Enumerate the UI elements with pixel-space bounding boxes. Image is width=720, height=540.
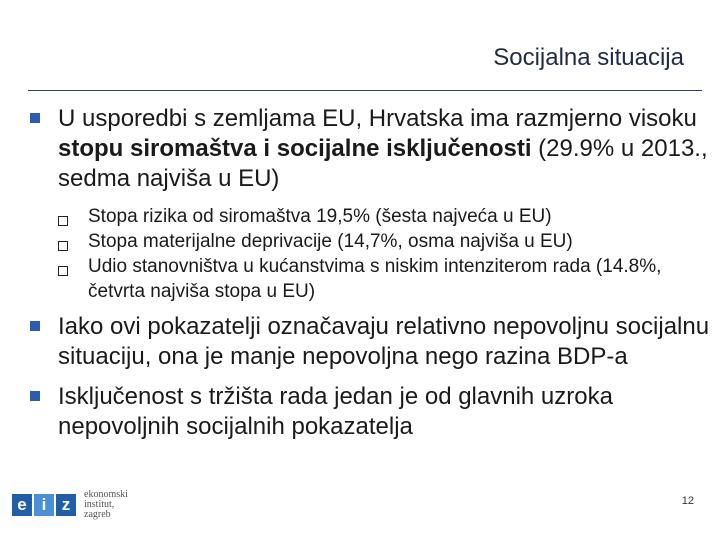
bullet-poverty-rate [22, 104, 712, 194]
logo-letter: z [56, 494, 76, 516]
slide-title: Socijalna situacija [493, 44, 684, 71]
bullet-labour-exclusion [22, 382, 712, 442]
eiz-logo [12, 490, 128, 520]
bullet-text-post: (29.9% u 2013., sedma najviša u EU) [58, 135, 708, 192]
sub-bullet-item [22, 254, 712, 304]
logo-line: zagreb [84, 509, 111, 520]
square-bullet-icon [30, 321, 41, 332]
logo-text [84, 490, 128, 520]
sub-bullet-item [22, 204, 712, 229]
checkbox-bullet-icon [58, 266, 68, 276]
page-number: 12 [681, 495, 694, 507]
bullet-text: Iako ovi pokazatelji označavaju relativno nepovoljnu socijalnu situaciju, ona je manje nepovoljna nego razina BDP-a [58, 313, 710, 370]
bullet-text: Isključenost s tržišta rada jedan je od glavnih uzroka nepovoljnih socijalnih pokazatelja [58, 383, 613, 440]
logo-letter: e [12, 494, 32, 516]
logo-letter: i [34, 494, 54, 516]
square-bullet-icon [30, 391, 41, 402]
bullet-text-pre: U usporedbi s zemljama EU, Hrvatska ima razmjerno visoku [58, 105, 697, 132]
sub-bullet-text: Stopa rizika od siromaštva 19,5% (šesta najveća u EU) [88, 206, 552, 227]
checkbox-bullet-icon [58, 241, 68, 251]
sub-bullet-list [22, 204, 712, 304]
checkbox-bullet-icon [58, 216, 68, 226]
title-divider [28, 90, 702, 91]
slide-content [22, 104, 712, 452]
bullet-relative-situation [22, 312, 712, 372]
sub-bullet-item [22, 229, 712, 254]
bullet-text-bold: stopu siromaštva i socijalne isključenosti [58, 135, 532, 162]
logo-line: institut, [84, 499, 115, 510]
sub-bullet-text: Udio stanovništva u kućanstvima s niskim intenziterom rada (14.8%, četvrta najviša stopa u EU) [88, 256, 662, 302]
sub-bullet-text: Stopa materijalne deprivacije (14,7%, osma najviša u EU) [88, 231, 573, 252]
square-bullet-icon [30, 113, 41, 124]
logo-line: ekonomski [84, 489, 128, 500]
